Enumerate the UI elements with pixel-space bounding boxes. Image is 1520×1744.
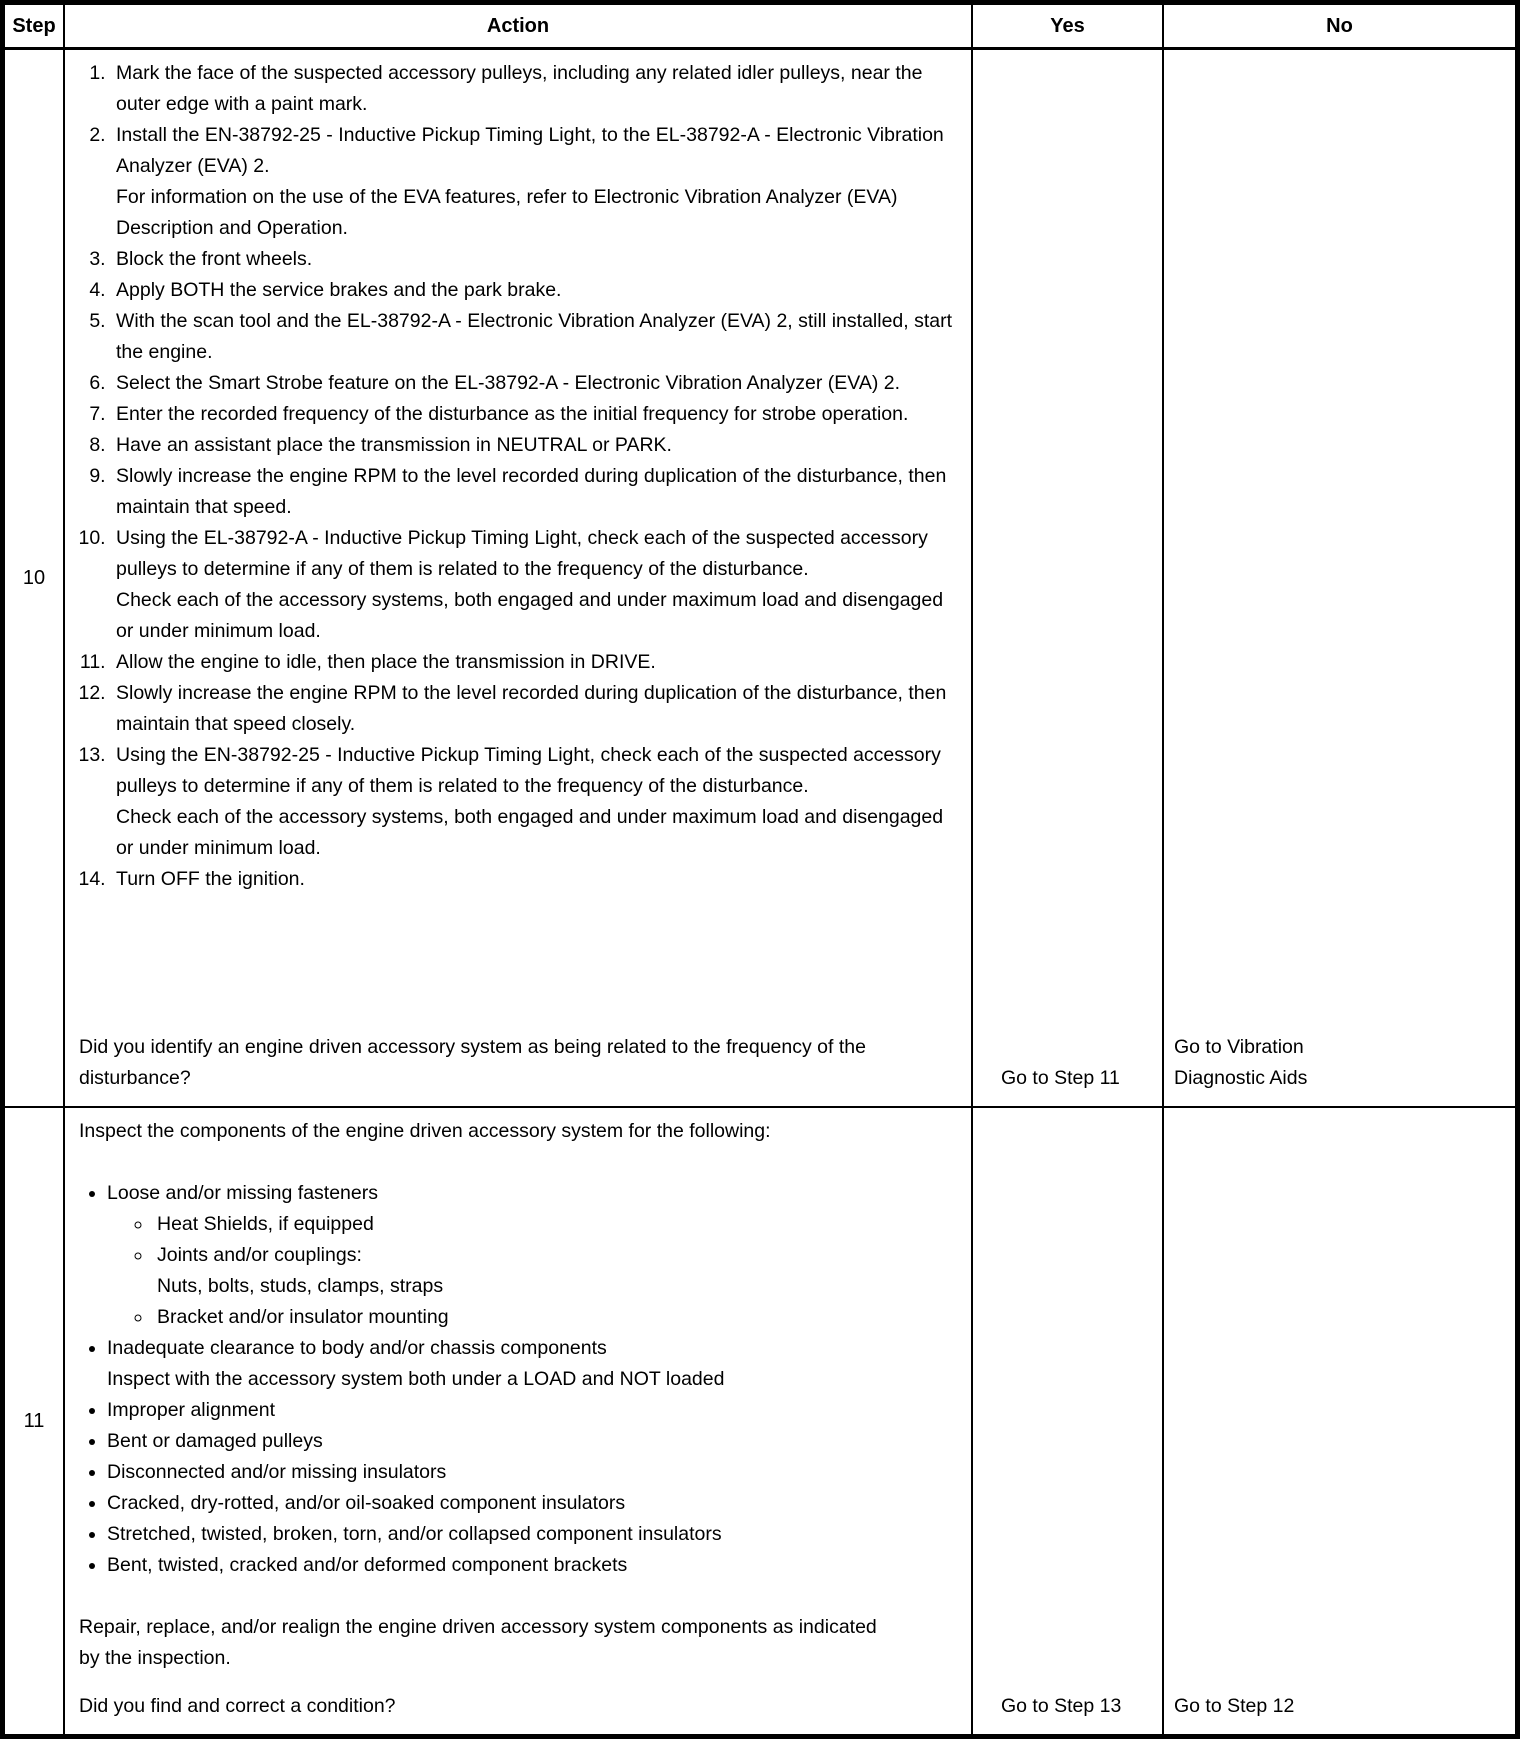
bullet-text: Improper alignment (107, 1399, 275, 1421)
action-step-text: Have an assistant place the transmission in NEUTRAL or PARK. (116, 434, 672, 456)
action-step-text: Using the EN-38792-25 - Inductive Pickup Timing Light, check each of the suspected accessory pulleys to determine if any of them is related to the frequency of the disturbance. (116, 744, 941, 797)
bullet-note: Inspect with the accessory system both under a LOAD and NOT loaded (107, 1368, 725, 1390)
bullet-item (107, 1550, 963, 1581)
question-step-11: Did you find and correct a condition? (79, 1695, 396, 1717)
bullet-text: Stretched, twisted, broken, torn, and/or collapsed component insulators (107, 1523, 722, 1545)
action-step-item (111, 120, 963, 244)
header-step: Step (5, 5, 65, 47)
action-step-text: With the scan tool and the EL-38792-A - Electronic Vibration Analyzer (EVA) 2, still installed, start the engine. (116, 310, 953, 363)
action-step-text: Install the EN-38792-25 - Inductive Pickup Timing Light, to the EL-38792-A - Electronic Vibration Analyzer (EVA) 2. (116, 124, 944, 177)
action-step-item (111, 244, 963, 275)
action-step-item (111, 523, 963, 647)
bullet-text: Cracked, dry-rotted, and/or oil-soaked component insulators (107, 1492, 626, 1514)
question-step-10: Did you identify an engine driven accessory system as being related to the frequency of the disturbance? (79, 1036, 866, 1089)
sub-bullet-list (107, 1209, 963, 1333)
action-step-item (111, 740, 963, 864)
action-steps-list (79, 58, 963, 895)
action-step-text: Slowly increase the engine RPM to the level recorded during duplication of the disturbance, then maintain that speed. (116, 465, 947, 518)
bullet-text: Bent, twisted, cracked and/or deformed component brackets (107, 1554, 628, 1576)
action-step-text: Turn OFF the ignition. (116, 868, 305, 890)
bullet-item (107, 1457, 963, 1488)
header-action: Action (65, 5, 973, 47)
action-step-note: Check each of the accessory systems, both engaged and under maximum load and disengaged or under minimum load. (116, 806, 944, 859)
repair-instruction-text: Repair, replace, and/or realign the engine driven accessory system components as indicated by the inspection. (79, 1616, 877, 1669)
action-cell-step-11 (65, 1108, 973, 1734)
bullet-item (107, 1333, 963, 1395)
header-no: No (1326, 14, 1353, 37)
action-step-item (111, 275, 963, 306)
action-step-item (111, 864, 963, 895)
action-step-text: Allow the engine to idle, then place the transmission in DRIVE. (116, 651, 656, 673)
action-step-text: Block the front wheels. (116, 248, 313, 270)
action-step-text: Mark the face of the suspected accessory pulleys, including any related idler pulleys, near the outer edge with a paint mark. (116, 62, 923, 115)
action-step-note: For information on the use of the EVA features, refer to Electronic Vibration Analyzer (EVA) Description and Operation. (116, 186, 898, 239)
sub-bullet-item (153, 1240, 963, 1302)
action-step-item (111, 647, 963, 678)
no-cell-step-11 (1164, 1108, 1515, 1734)
action-step-text: Using the EL-38792-A - Inductive Pickup Timing Light, check each of the suspected accessory pulleys to determine if any of them is related to the frequency of the disturbance. (116, 527, 928, 580)
header-yes: Yes (973, 5, 1164, 47)
action-step-note: Check each of the accessory systems, both engaged and under maximum load and disengaged or under minimum load. (116, 589, 944, 642)
sub-bullet-text: Joints and/or couplings: (157, 1244, 362, 1266)
action-step-item (111, 678, 963, 740)
no-cell-step-10 (1164, 50, 1515, 1106)
action-step-item (111, 461, 963, 523)
action-step-item (111, 399, 963, 430)
bullet-item (107, 1178, 963, 1333)
no-answer-step-10: Go to Vibration Diagnostic Aids (1174, 1036, 1308, 1089)
sub-bullet-text: Bracket and/or insulator mounting (157, 1306, 449, 1328)
action-step-item (111, 306, 963, 368)
action-step-item (111, 58, 963, 120)
action-step-item (111, 430, 963, 461)
yes-answer-step-10: Go to Step 11 (1001, 1067, 1120, 1089)
action-step-text: Slowly increase the engine RPM to the level recorded during duplication of the disturbance, then maintain that speed closely. (116, 682, 947, 735)
yes-answer-step-11: Go to Step 13 (1001, 1695, 1122, 1717)
bullet-text: Loose and/or missing fasteners (107, 1182, 378, 1204)
bullet-text: Disconnected and/or missing insulators (107, 1461, 447, 1483)
table-row-step-10 (5, 50, 1515, 1108)
yes-cell-step-10 (973, 50, 1164, 1106)
bullet-item (107, 1426, 963, 1457)
action-step-text: Select the Smart Strobe feature on the EL-38792-A - Electronic Vibration Analyzer (EVA) 2. (116, 372, 901, 394)
action-step-item (111, 368, 963, 399)
step-number-10: 10 (5, 50, 65, 1106)
sub-bullet-item (153, 1209, 963, 1240)
sub-bullet-item (153, 1302, 963, 1333)
step-number-11: 11 (5, 1108, 65, 1734)
table-header-row (5, 5, 1515, 50)
bullet-text: Inadequate clearance to body and/or chassis components (107, 1337, 607, 1359)
yes-cell-step-11 (973, 1108, 1164, 1734)
bullet-text: Bent or damaged pulleys (107, 1430, 323, 1452)
bullet-item (107, 1395, 963, 1426)
no-answer-step-11: Go to Step 12 (1174, 1695, 1295, 1717)
bullet-item (107, 1488, 963, 1519)
bullet-item (107, 1519, 963, 1550)
sub-bullet-note: Nuts, bolts, studs, clamps, straps (157, 1275, 444, 1297)
action-cell-step-10 (65, 50, 973, 1106)
action-step-text: Enter the recorded frequency of the disturbance as the initial frequency for strobe operation. (116, 403, 909, 425)
sub-bullet-text: Heat Shields, if equipped (157, 1213, 374, 1235)
inspection-bullet-list (79, 1178, 963, 1581)
action-step-text: Apply BOTH the service brakes and the park brake. (116, 279, 562, 301)
inspect-intro-text: Inspect the components of the engine driven accessory system for the following: (79, 1120, 771, 1142)
table-row-step-11 (5, 1108, 1515, 1734)
